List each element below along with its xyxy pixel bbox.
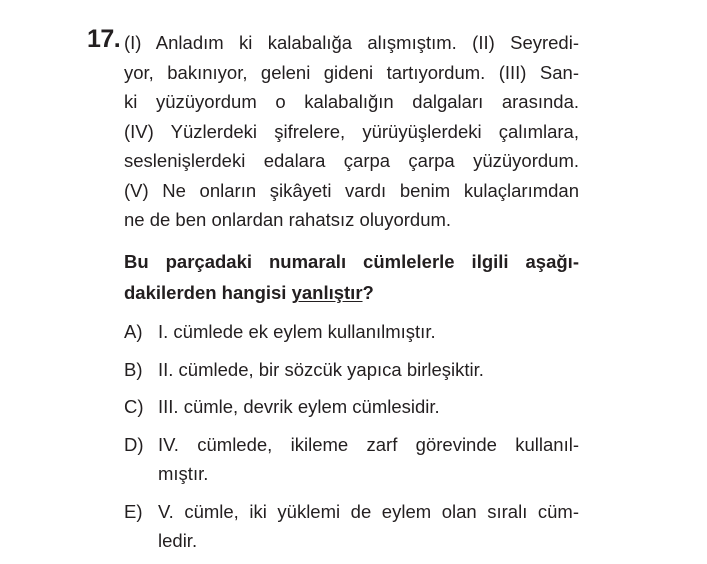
option-text: III. cümle, devrik eylem cümlesidir. xyxy=(158,396,440,417)
passage-line: yor, bakınıyor, geleni gideni tartıyordum. (III) San- xyxy=(124,61,579,83)
answer-options xyxy=(124,317,579,564)
passage-line: (V) Ne onların şikâyeti vardı benim kulaçlarımdan xyxy=(124,179,579,201)
option-letter: D) xyxy=(124,433,144,455)
passage-line: (IV) Yüzlerdeki şifrelere, yürüyüşlerdeki çalımlara, xyxy=(124,120,579,142)
option-e[interactable] xyxy=(124,497,579,556)
option-letter: E) xyxy=(124,500,143,522)
prompt-question-mark: ? xyxy=(362,282,374,303)
option-text: IV. cümlede, ikileme zarf görevinde kullanıl- xyxy=(158,433,579,455)
option-d[interactable] xyxy=(124,430,579,489)
option-text: II. cümlede, bir sözcük yapıca birleşiktir. xyxy=(158,358,484,380)
option-letter: B) xyxy=(124,358,143,380)
option-c[interactable] xyxy=(124,392,579,422)
option-a[interactable] xyxy=(124,317,579,347)
option-text: mıştır. xyxy=(158,463,209,484)
option-text: I. cümlede ek eylem kullanılmıştır. xyxy=(158,321,436,342)
option-b[interactable] xyxy=(124,355,579,385)
passage-line: seslenişlerdeki edalara çarpa çarpa yüzüyordum. xyxy=(124,150,579,171)
option-letter: C) xyxy=(124,396,144,417)
passage-line: ne de ben onlardan rahatsız oluyordum. xyxy=(124,209,452,230)
prompt-text: dakilerden hangisi xyxy=(124,282,292,303)
prompt-line xyxy=(124,277,579,308)
question-prompt xyxy=(124,246,579,308)
passage-line: (I) Anladım ki kalabalığa alışmıştım. (II) Seyredi- xyxy=(124,32,579,53)
option-text: V. cümle, iki yüklemi de eylem olan sıralı cüm- xyxy=(158,500,579,522)
option-letter: A) xyxy=(124,321,143,342)
question-number: 17. xyxy=(87,25,121,53)
passage xyxy=(124,28,579,235)
passage-line: ki yüzüyordum o kalabalığın dalgaları arasında. xyxy=(124,91,579,112)
prompt-underlined-word: yanlıştır xyxy=(291,282,363,303)
option-text: ledir. xyxy=(158,530,198,551)
prompt-line: Bu parçadaki numaralı cümlelerle ilgili aşağı- xyxy=(124,251,579,272)
